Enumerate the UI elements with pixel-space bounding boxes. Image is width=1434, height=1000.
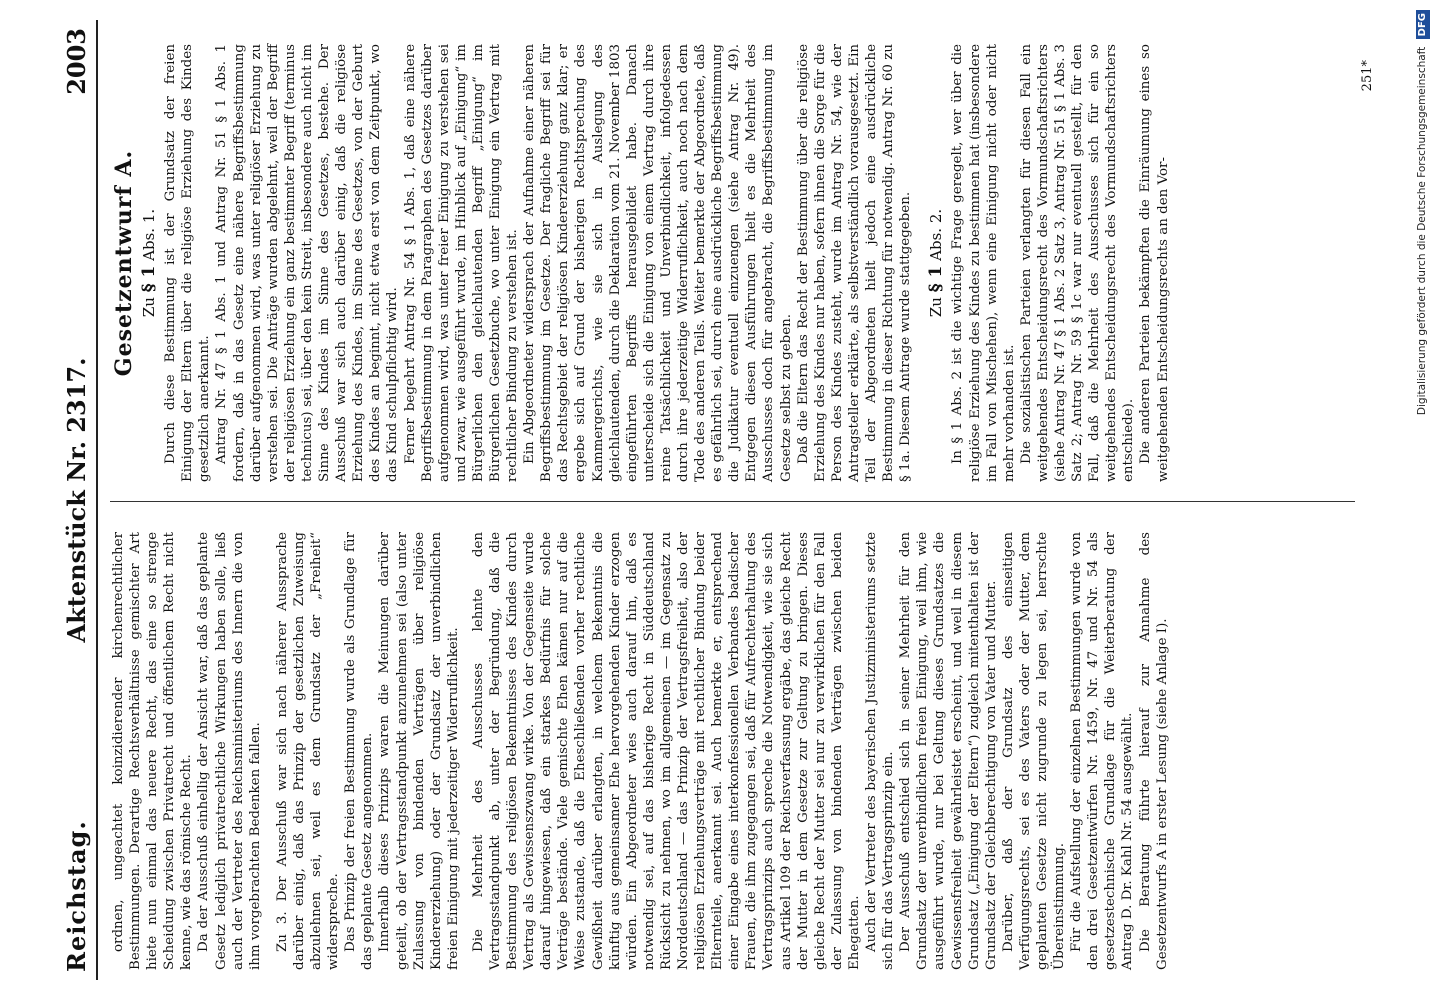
paragraph: Da der Ausschuß einhellig der Ansicht war, daß das geplante Gesetz lediglich privatrechtliche Wirkungen haben solle, ließ auch der Vertreter des Reichsministeriums des Innern die von ihm vorgebrachten Bedenken fallen. [196,532,263,970]
right-column [110,44,1172,482]
subsection-prefix: Zu [140,297,159,318]
dfg-logo: DFG [1416,10,1430,39]
paragraph: Ferner begehrt Antrag Nr. 54 § 1 Abs. 1, daß eine nähere Begriffsbestimmung in dem Paragraphen des Gesetzes darüber aufgenommen wird, was unter freier Einigung zu verstehen sei und zwar, wie ausgeführt wurde, im Hinblick auf „Einigung“ im Bürgerlichen den gleichlautenden Begriff „Einigung“ im Bürgerlichen Gesetzbuche, wo unter Einigung ein Vertrag mit rechtlicher Bindung zu verstehen ist. [402,44,521,482]
paragraph: Für die Aufstellung der einzelnen Bestimmungen wurde von den drei Gesetzentwürfen Nr. 1459, Nr. 47 und Nr. 54 als gesetzestechnische Grundlage für die Weiterberatung der Antrag D. Dr. Kahl Nr. 54 ausgewählt. [1069,532,1136,970]
paragraph: Auch der Vertreter des bayerischen Justizministeriums setzte sich für das Vertragsprinzip ein. [864,532,897,970]
header-title: Aktenstück Nr. 2317. [62,357,91,643]
header-rule [96,20,98,980]
subsection-paragraph: § 1 [139,265,160,293]
left-column [110,532,1171,970]
page-header [58,20,94,980]
paragraph: Ein Abgeordneter widersprach der Aufnahme einer näheren Begriffsbestimmung im Gesetze. Der fragliche Begriff sei für das Rechtsgebiet der religiösen Kindererziehung ganz klar; er ergebe sich auf Grund der bisherigen Rechtsprechung des Kammergerichts, wie sie sich in Auslegung des gleichlautenden, durch die Deklaration vom 21. November 1803 eingeführten Begriffs herausgebildet habe. Danach unterscheide sich die Einigung von einem Vertrag durch ihre reine Tatsächlichkeit und Unverbindlichkeit, infolgedessen durch ihre jederzeitige Widerruflichkeit, auch noch nach dem Tode des anderen Teils. Weiter bemerkte der Abgeordnete, daß es gefährlich sei, durch eine ausdrückliche Begriffsbestimmung die Judikatur eventuell einzuengen (siehe Antrag Nr. 49). Entgegen diesen Ausführungen hielt es die Mehrheit des Ausschusses doch für angebracht, die Begriffsbestimmung im Gesetze selbst zu geben. [522,43,794,482]
paragraph: Die sozialistischen Parteien verlangten für diesen Fall ein weitgehendes Entscheidungsrecht des Vormundschaftsrichters (siehe Antrag Nr. 47 § 1 Abs. 2 Satz 3, Antrag Nr. 51 § 1 Abs. 3 Satz 2; Antrag Nr. 59 § 1c war nur eventuell gestellt, für den Fall, daß die Mehrheit des Ausschusses sich für ein so weitgehendes Entscheidungsrecht des Vormundschaftsrichters entschiede). [1018,44,1137,482]
paragraph: Darüber, daß der Grundsatz des einseitigen Verfügungsrechts, sei es des Vaters oder der Mutter, dem geplanten Gesetze nicht zugrunde zu legen sei, herrschte Übereinstimmung. [1000,532,1068,970]
section-title: Gesetzentwurf A. [111,149,137,377]
subsection-suffix: Abs. 2. [927,208,946,261]
paragraph: In § 1 Abs. 2 ist die wichtige Frage geregelt, wer über die religiöse Erziehung des Kindes zu bestimmen hat (insbesondere im Fall von Mischehen), wenn eine Einigung nicht oder nicht mehr vorhanden ist. [950,44,1017,482]
paragraph: Antrag Nr. 47 § 1 Abs. 1 und Antrag Nr. 51 § 1 Abs. 1 fordern, daß in das Gesetz eine nähere Begriffsbestimmung darüber aufgenommen wird, was unter religiöser Erziehung zu verstehen sei. Die Anträge wurden abgelehnt, weil der Begriff der religiösen Erziehung ein ganz bestimmter Begriff (terminus technicus) sei, über den kein Streit, insbesondere auch nicht im Sinne des Kindes im Sinne des Gesetzes, bestehe. Der Ausschuß war sich auch darüber einig, daß die religiöse Erziehung des Kindes, im Sinne des Gesetzes, von der Geburt des Kindes an beginnt, nicht etwa erst von dem Zeitpunkt, wo das Kind schulpflichtig wird. [214,44,401,482]
subsection-heading [928,44,945,482]
paragraph: ordnen, ungeachtet koinzidierender kirchenrechtlicher Bestimmungen. Derartige Rechtsverhältnisse gemischter Art hiete nun einmal das neuere Recht, das eine so strenge Scheidung zwischen Privatrecht und öffentlichem Recht nicht kenne, wie das römische Recht. [111,532,195,970]
subsection-paragraph: § 1 [926,265,947,293]
subsection-heading [141,44,158,482]
page-footer: 251* [1360,60,1375,92]
paragraph: Die anderen Parteien bekämpften die Einräumung eines so weitgehenden Entscheidungsrechts an den Vor- [1138,44,1171,482]
subsection-suffix: Abs. 1. [140,208,159,261]
digitization-note [1413,10,1431,995]
digitization-text-wrap [1413,10,1431,995]
paragraph: Die Mehrheit des Ausschusses lehnte den Vertragsstandpunkt ab, unter der Begründung, daß die Bestimmung des religiösen Bekenntnisses des Kindes durch Vertrag als Gewissenszwang wirke. Von der Gegenseite wurde darauf hingewiesen, daß ein starkes Bedürfnis für solche Verträge bestände. Viele gemischte Ehen kämen nur auf die Weise zustande, daß die Eheschließenden vorher rechtliche Gewißheit darüber erlangten, in welchem Bekenntnis die künftig aus gemeinsamer Ehe hervorgehenden Kinder erzogen würden. Ein Abgeordneter wies auch darauf hin, daß es notwendig sei, auf das bisherige Recht in Süddeutschland Rücksicht zu nehmen, wo im allgemeinen — im Gegensatz zu Norddeutschland — das Prinzip der Vertragsfreiheit, also der religiösen Erziehungsverträge mit rechtlicher Bindung beider Elternteile, anerkannt sei. Auch bemerkte er, entsprechend einer Eingabe eines interkonfessionellen Verbandes badischer Frauen, die ihm zugegangen sei, daß für Aufrechterhaltung des Vertragsprinzips auch spreche die Notwendigkeit, wie sie sich aus Artikel 109 der Reichsverfassung ergäbe, das gleiche Recht der Mutter in dem Gesetze zur Geltung zu bringen. Dieses gleiche Recht der Mutter sei nur zu verwirklichen für den Fall der Zulassung von bindenden Verträgen zwischen beiden Ehegatten. [470,532,862,970]
paragraph: Die Beratung führte hierauf zur Annahme des Gesetzentwurfs A in erster Lesung (siehe Anlage I). [1137,532,1170,970]
subsection-prefix: Zu [927,297,946,318]
paragraph: Innerhalb dieses Prinzips waren die Meinungen darüber geteilt, ob der Vertragsstandpunkt anzunehmen sei (also unter Zulassung von bindenden Verträgen über religiöse Kindererziehung) oder der Grundsatz der unverbindlichen freien Einigung mit jederzeitiger Widerruflichkeit. [377,532,461,970]
paragraph: Der Ausschuß entschied sich in seiner Mehrheit für den Grundsatz der unverbindlichen freien Einigung, weil ihm, wie ausgeführt wurde, nur bei Geltung dieses Grundsatzes die Gewissensfreiheit gewährleistet erscheint, und weil in diesem Grundsatz („Einigung der Eltern“) zugleich mitenthalten ist der Grundsatz der Gleichberechtigung von Vater und Mutter. [898,532,999,970]
paragraph: Daß die Eltern das Recht der Bestimmung über die religiöse Erziehung des Kindes nur haben, sofern ihnen die Sorge für die Person des Kindes zusteht, wurde im Antrag Nr. 54, wie der Antragsteller erklärte, als selbstverständlich vorausgesetzt. Ein Teil der Abgeordneten hielt jedoch eine ausdrückliche Bestimmung in dieser Richtung für notwendig. Antrag Nr. 60 zu § 1a. Diesem Antrage wurde stattgegeben. [795,44,914,482]
page-number: 2003 [62,28,91,95]
digitization-text: Digitalisierung gefördert durch die Deutsche Forschungsgemeinschaft [1416,46,1428,416]
paragraph: Durch diese Bestimmung ist der Grundsatz der freien Einigung der Eltern über die religiöse Erziehung des Kindes gesetzlich anerkannt. [163,44,213,482]
paragraph: Zu 3. Der Ausschuß war sich nach näherer Aussprache darüber einig, daß das Prinzip der gesetzlichen Zuweisung abzulehnen sei, weil es dem Grundsatz der „Freiheit“ widerspreche. [274,532,342,970]
paragraph: Das Prinzip der freien Bestimmung wurde als Grundlage für das geplante Gesetz angenommen. [343,532,376,970]
header-left: Reichstag. [62,820,91,972]
column-divider [110,501,1355,502]
